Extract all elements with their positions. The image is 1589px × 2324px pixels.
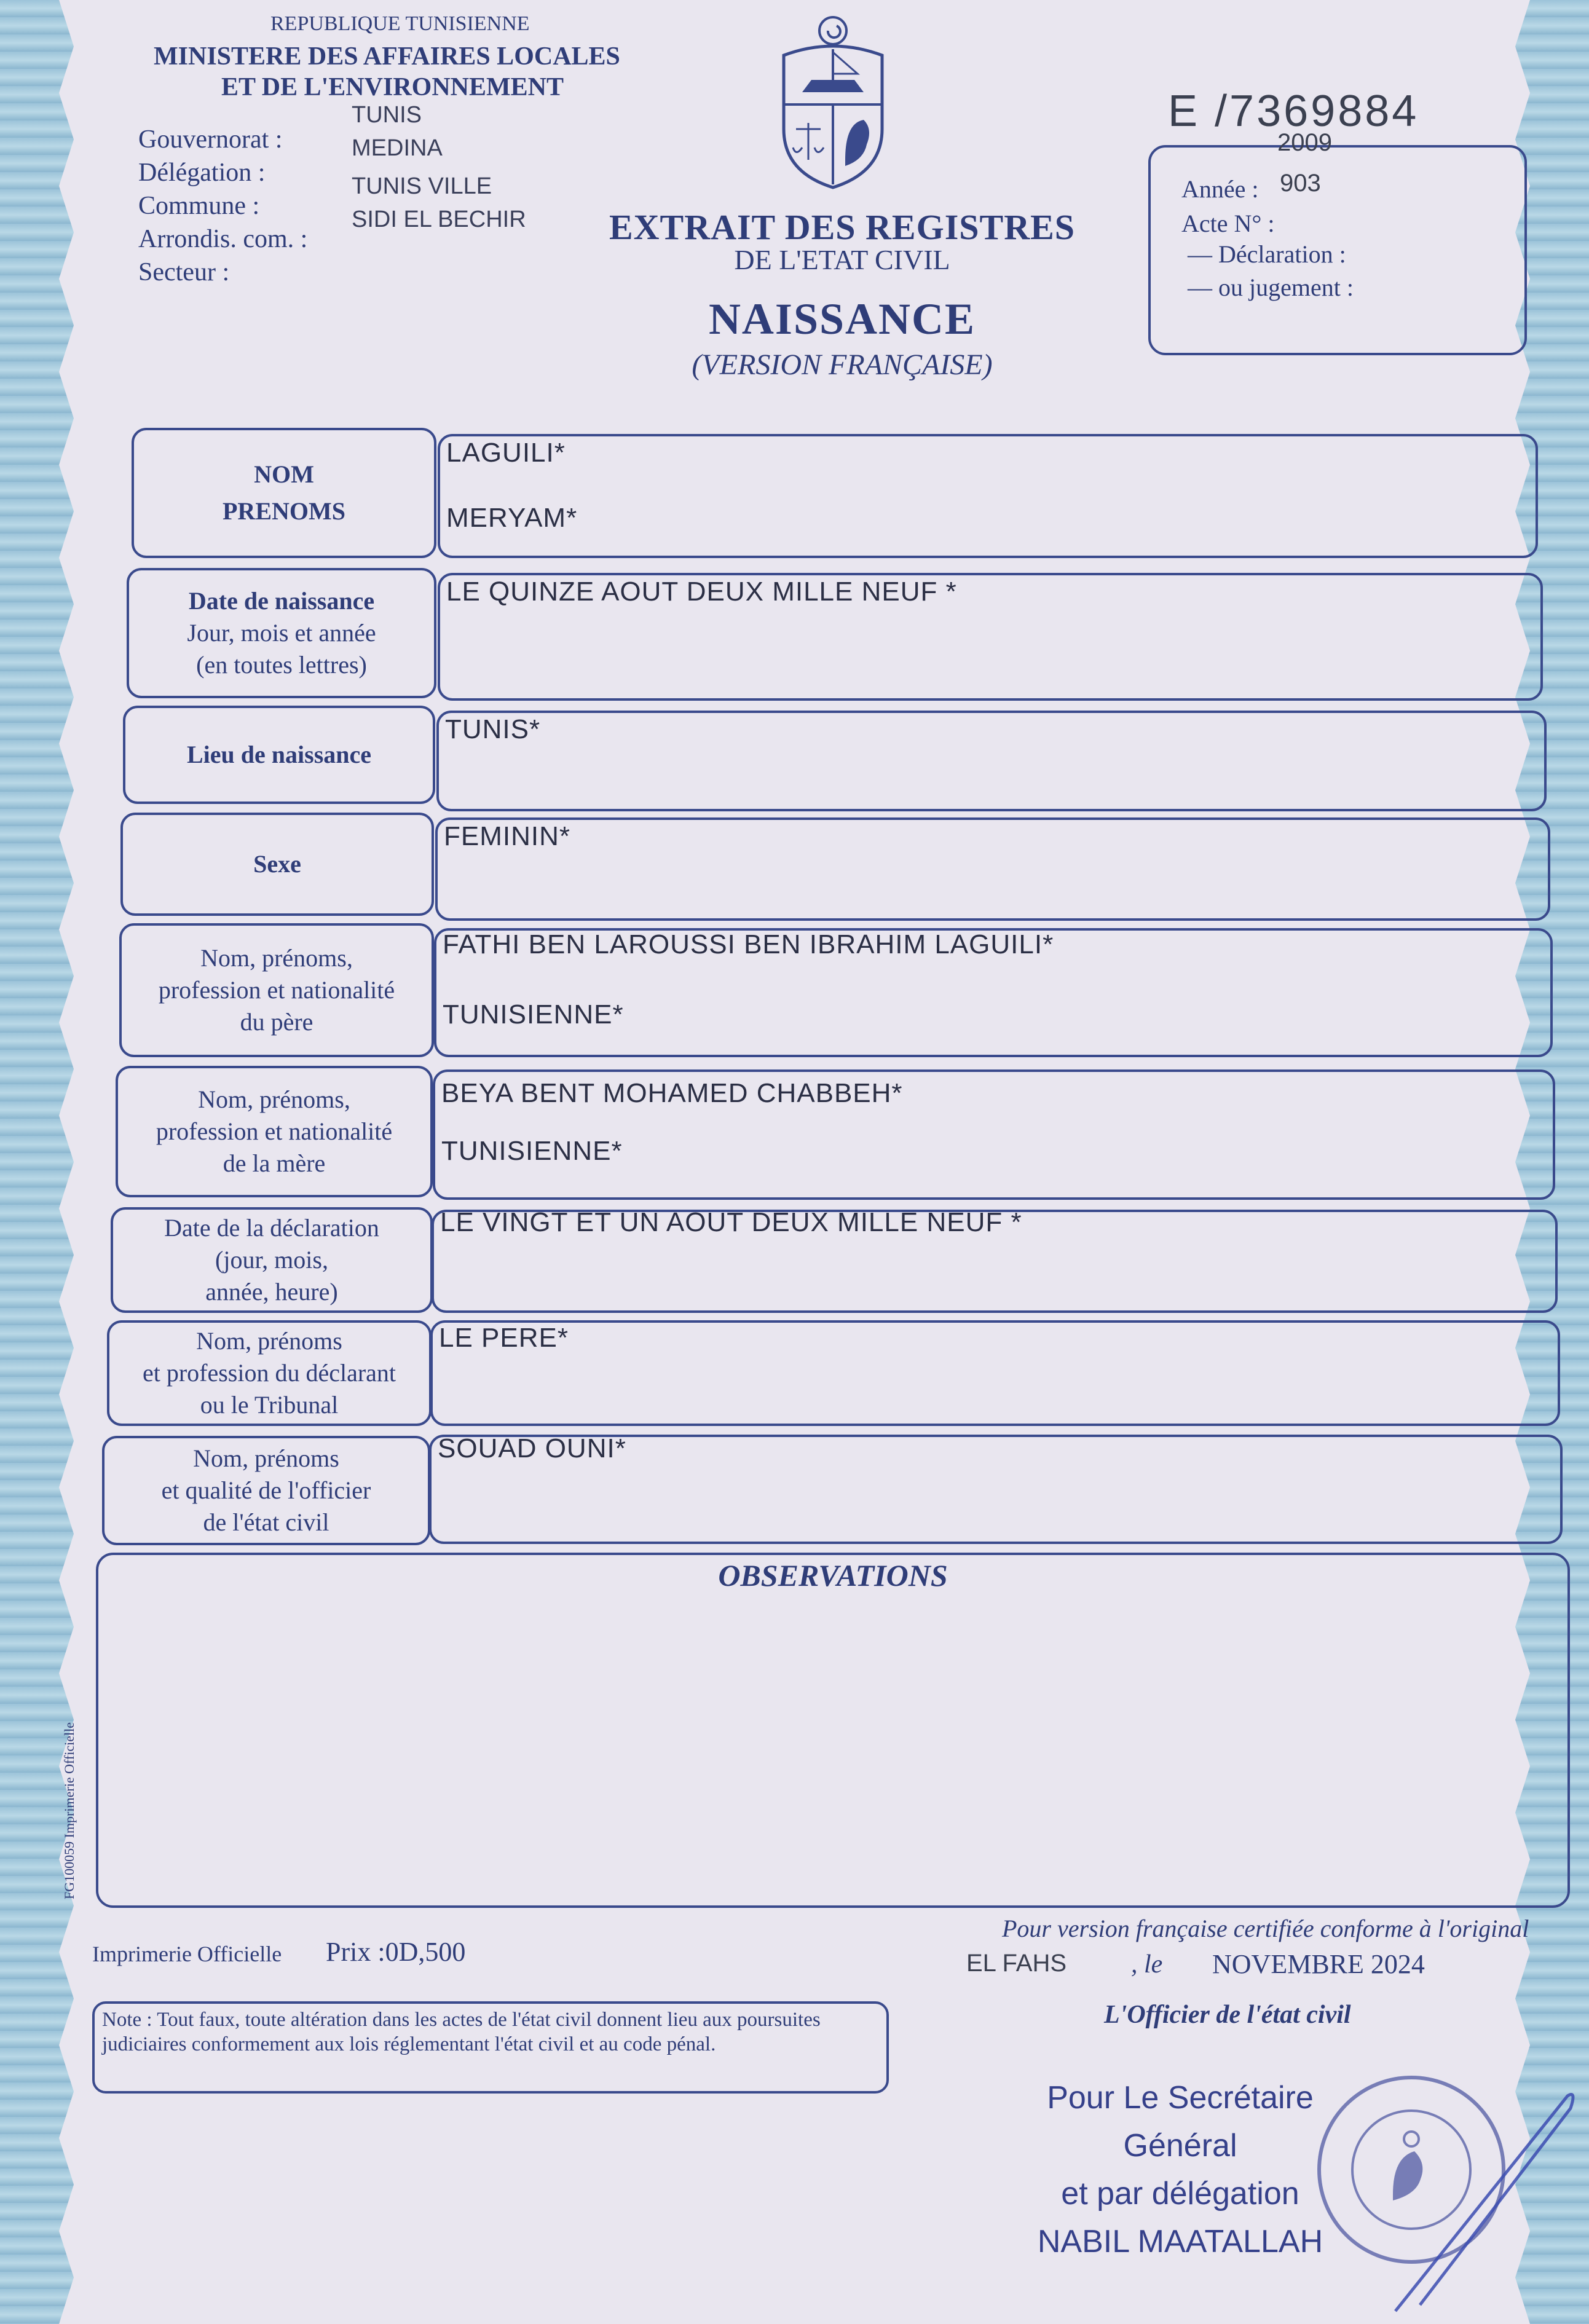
row-value-pere [434,928,1553,1057]
officer-title: L'Officier de l'état civil [1104,2001,1351,2029]
row-value-date-declaration [432,1207,1558,1313]
observations-title: OBSERVATIONS [718,1558,948,1593]
value-officier: SOUAD OUNI* [438,1433,626,1463]
stamp-line3: et par délégation [1061,2176,1299,2212]
value-pere-nom: FATHI BEN LAROUSSI BEN IBRAHIM LAGUILI* [443,929,1054,959]
label-commune: Commune : [138,192,260,220]
coat-of-arms-icon [771,12,894,191]
label-line: année, heure) [205,1278,338,1306]
label-line: Nom, prénoms [196,1327,342,1355]
label-line: NOM [254,460,314,488]
jugement-label: — ou jugement : [1188,274,1354,301]
label-line: Lieu de naissance [186,741,372,768]
row-label-nom-prenoms [132,428,436,558]
label-delegation: Délégation : [138,159,266,187]
value-date-naissance: LE QUINZE AOUT DEUX MILLE NEUF * [446,577,957,607]
acte-number-label: Acte N° : [1181,210,1275,237]
value-mere-nationalite: TUNISIENNE* [441,1136,623,1166]
row-value-date-naissance [438,573,1543,701]
label-line: Date de naissance [188,587,375,615]
label-line: Sexe [253,850,301,878]
row-label-date-naissance [127,568,436,698]
admin-labels [138,123,307,289]
label-line: (jour, mois, [215,1246,328,1274]
signature-scribble [1383,2071,1586,2317]
value-nom: LAGUILI* [446,438,566,468]
signature-stamp [996,2074,1365,2266]
label-gouvernorat: Gouvernorat : [138,125,283,154]
label-line: Nom, prénoms, [198,1085,350,1113]
title-naissance: NAISSANCE [708,294,976,344]
row-value-lieu-naissance [436,711,1547,811]
row-value-nom-prenoms [438,434,1538,558]
row-label-declarant [107,1320,432,1426]
certification-text: Pour version française certifiée conforme à l'original [1002,1915,1529,1942]
place-value: EL FAHS [966,1950,1067,1977]
stamp-line2: Général [1123,2128,1237,2164]
date-value: NOVEMBRE 2024 [1212,1949,1425,1979]
label-line: et profession du déclarant [142,1359,396,1387]
stamp-line1: Pour Le Secrétaire [1047,2080,1314,2116]
row-value-sexe [435,817,1550,921]
ministry-line1: MINISTERE DES AFFAIRES LOCALES [154,42,620,71]
year-handwritten: 2009 [1277,129,1332,156]
label-line: Nom, prénoms [193,1444,339,1472]
label-line: du père [240,1008,313,1036]
row-label-sexe [120,813,434,916]
legal-note-box [92,2001,889,2094]
value-date-declaration: LE VINGT ET UN AOUT DEUX MILLE NEUF * [440,1207,1022,1237]
label-arrondissement: Arrondis. com. : [138,225,308,253]
serial-digits: 7369884 [1229,87,1419,136]
value-commune: TUNIS VILLE [352,173,492,199]
acte-box [1148,129,1527,355]
value-gouvernorat: TUNIS [352,102,422,128]
label-line: de l'état civil [203,1508,329,1536]
label-line: Nom, prénoms, [200,944,353,972]
label-line: et qualité de l'officier [161,1476,371,1504]
value-arrondissement: SIDI EL BECHIR [352,207,526,232]
label-line: PRENOMS [223,497,345,525]
label-secteur: Secteur : [138,258,230,286]
annee-label: Année : [1181,175,1259,203]
row-label-pere [119,923,434,1057]
value-prenoms: MERYAM* [446,503,578,533]
value-delegation: MEDINA [352,135,443,161]
stamp-line4: NABIL MAATALLAH [1037,2224,1323,2259]
observations-box [96,1553,1570,1908]
annee-value: 903 [1280,170,1321,197]
declaration-label: — Déclaration : [1188,240,1346,268]
side-code: FG100059 Imprimerie Officielle [61,1722,77,1899]
serial-prefix: E / [1168,87,1230,136]
legal-note-text: Note : Tout faux, toute altération dans les actes de l'état civil donnent lieu aux poursuites judiciaires conformement aux lois réglementant l'état civil et au code pénal. [102,2009,821,2055]
value-lieu-naissance: TUNIS* [445,714,541,744]
row-value-mere [433,1069,1555,1200]
label-line: ou le Tribunal [200,1391,339,1419]
value-pere-nationalite: TUNISIENNE* [443,999,624,1030]
ministry-line2: ET DE L'ENVIRONNEMENT [221,73,564,101]
title-version-francaise: (VERSION FRANÇAISE) [692,349,993,381]
label-line: profession et nationalité [158,976,395,1004]
title-extrait: EXTRAIT DES REGISTRES [609,207,1076,247]
label-line: Jour, mois et année [187,619,376,647]
label-line: (en toutes lettres) [196,651,367,679]
admin-values [352,98,526,236]
row-label-mere [116,1066,433,1197]
imprimerie-label: Imprimerie Officielle [92,1942,282,1966]
value-declarant: LE PERE* [439,1323,569,1353]
republic-heading: REPUBLIQUE TUNISIENNE [270,12,530,35]
row-value-declarant [430,1320,1560,1426]
label-line: Date de la déclaration [164,1214,379,1242]
prix: Prix :0D,500 [326,1937,466,1967]
value-mere-nom: BEYA BENT MOHAMED CHABBEH* [441,1078,903,1108]
title-etat-civil: DE L'ETAT CIVIL [734,244,950,275]
row-label-lieu-naissance [123,706,435,804]
row-label-date-declaration [111,1207,433,1313]
row-label-officier [102,1436,430,1545]
label-line: de la mère [223,1149,326,1177]
decorative-border-left [0,0,74,2324]
value-sexe: FEMININ* [444,821,570,851]
label-line: profession et nationalité [156,1117,393,1145]
date-le-label: , le [1131,1950,1163,1979]
row-value-officier [429,1435,1563,1544]
